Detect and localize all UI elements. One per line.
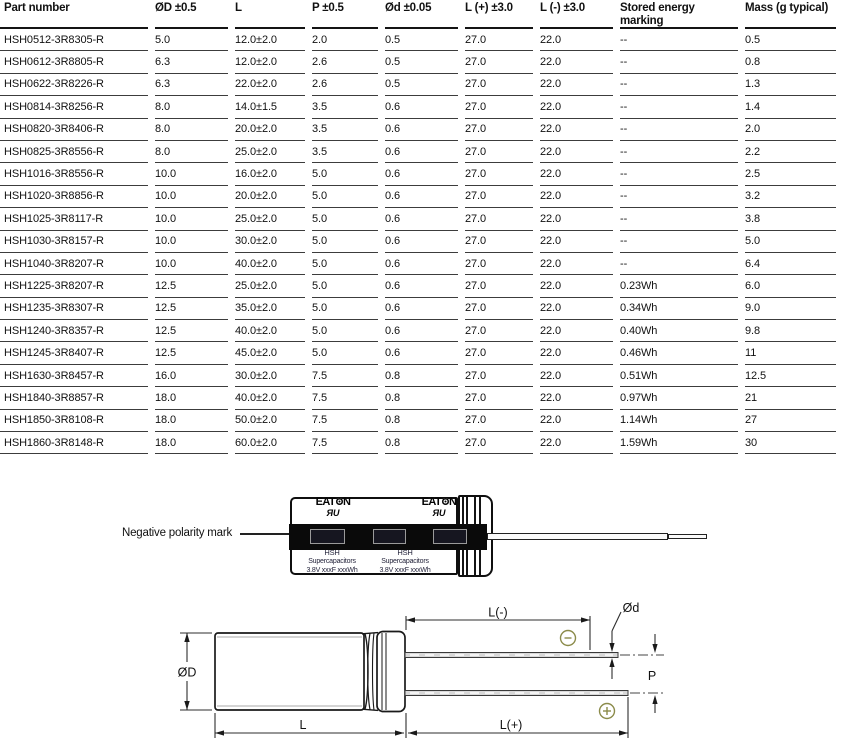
- table-cell: --: [620, 141, 738, 163]
- polarity-band-window: [373, 529, 406, 544]
- table-cell: 22.0: [540, 141, 613, 163]
- table-cell: 10.0: [155, 208, 228, 230]
- table-cell: 5.0: [312, 208, 378, 230]
- table-cell: 22.0: [540, 96, 613, 118]
- table-cell: 5.0: [312, 342, 378, 364]
- table-cell: 50.0±2.0: [235, 410, 305, 432]
- table-cell: 2.5: [745, 163, 836, 185]
- table-cell: 7.5: [312, 365, 378, 387]
- table-cell: 27.0: [465, 410, 533, 432]
- eaton-logo-text: N: [449, 496, 457, 508]
- table-cell: 40.0±2.0: [235, 320, 305, 342]
- table-cell: 5.0: [312, 163, 378, 185]
- table-row: [0, 342, 836, 364]
- table-row: [0, 141, 836, 163]
- label-series: HSH: [397, 548, 413, 557]
- table-cell: 7.5: [312, 410, 378, 432]
- drawing-negative-lead: [405, 653, 618, 658]
- table-cell: 22.0: [540, 231, 613, 253]
- table-cell: 1.3: [745, 74, 836, 96]
- minus-circle-icon: [561, 631, 576, 646]
- table-cell: 22.0: [540, 432, 613, 454]
- table-row: [0, 119, 836, 141]
- table-cell: 0.34Wh: [620, 298, 738, 320]
- column-header: L (-) ±3.0: [540, 0, 613, 29]
- table-cell: 27.0: [465, 163, 533, 185]
- table-cell: 6.3: [155, 74, 228, 96]
- column-header: L (+) ±3.0: [465, 0, 533, 29]
- capacitor-sleeve-label: [302, 548, 362, 575]
- table-cell: 0.6: [385, 320, 458, 342]
- table-cell: HSH1240-3R8357-R: [0, 320, 148, 342]
- table-cell: 0.40Wh: [620, 320, 738, 342]
- table-cell: 2.6: [312, 51, 378, 73]
- table-cell: 7.5: [312, 387, 378, 409]
- table-cell: 12.0±2.0: [235, 29, 305, 51]
- table-cell: 30.0±2.0: [235, 365, 305, 387]
- table-cell: 1.4: [745, 96, 836, 118]
- table-cell: 0.8: [745, 51, 836, 73]
- table-cell: 1.14Wh: [620, 410, 738, 432]
- table-cell: HSH0612-3R8805-R: [0, 51, 148, 73]
- table-cell: 22.0: [540, 119, 613, 141]
- table-cell: 2.0: [312, 29, 378, 51]
- table-cell: 6.3: [155, 51, 228, 73]
- bullseye-dot-icon: [442, 498, 449, 505]
- table-cell: 14.0±1.5: [235, 96, 305, 118]
- table-cell: --: [620, 29, 738, 51]
- table-cell: 0.8: [385, 365, 458, 387]
- table-cell: --: [620, 208, 738, 230]
- table-cell: 25.0±2.0: [235, 141, 305, 163]
- ul-recognized-component-icon: ЯU: [432, 508, 446, 518]
- table-cell: 18.0: [155, 387, 228, 409]
- table-cell: 22.0: [540, 298, 613, 320]
- table-row: [0, 298, 836, 320]
- table-cell: 22.0: [540, 410, 613, 432]
- label-series: HSH: [324, 548, 340, 557]
- lead-wire: [487, 533, 668, 540]
- table-cell: 22.0: [540, 342, 613, 364]
- table-row: [0, 186, 836, 208]
- table-row: [0, 320, 836, 342]
- table-cell: 22.0: [540, 74, 613, 96]
- table-cell: 10.0: [155, 253, 228, 275]
- table-row: [0, 387, 836, 409]
- table-cell: 0.5: [385, 74, 458, 96]
- table-cell: HSH1850-3R8108-R: [0, 410, 148, 432]
- table-cell: 0.51Wh: [620, 365, 738, 387]
- table-cell: 0.6: [385, 253, 458, 275]
- table-cell: HSH1020-3R8856-R: [0, 186, 148, 208]
- table-cell: 3.8: [745, 208, 836, 230]
- table-cell: 22.0: [540, 51, 613, 73]
- table-cell: 27.0: [465, 342, 533, 364]
- table-row: [0, 365, 836, 387]
- table-cell: 27.0: [465, 365, 533, 387]
- table-cell: 22.0: [540, 163, 613, 185]
- table-cell: 0.6: [385, 141, 458, 163]
- table-body: [0, 29, 836, 454]
- table-cell: 0.6: [385, 275, 458, 297]
- dim-label-negative-lead-length: L(-): [488, 605, 508, 620]
- table-cell: 30: [745, 432, 836, 454]
- table-cell: 30.0±2.0: [235, 231, 305, 253]
- table-cell: HSH0814-3R8256-R: [0, 96, 148, 118]
- table-cell: 3.2: [745, 186, 836, 208]
- dim-label-body-diameter: ØD: [177, 665, 197, 680]
- label-family: Supercapacitors: [308, 558, 356, 565]
- label-rating: 3.8V xxxF xxxWh: [379, 567, 431, 574]
- table-cell: 22.0±2.0: [235, 74, 305, 96]
- eaton-logo: [416, 496, 462, 518]
- table-cell: --: [620, 186, 738, 208]
- table-cell: 5.0: [312, 298, 378, 320]
- table-cell: 12.5: [745, 365, 836, 387]
- label-rating: 3.8V xxxF xxxWh: [306, 567, 358, 574]
- table-cell: HSH1016-3R8556-R: [0, 163, 148, 185]
- table-cell: 20.0±2.0: [235, 119, 305, 141]
- table-row: [0, 29, 836, 51]
- table-cell: --: [620, 96, 738, 118]
- table-cell: 0.97Wh: [620, 387, 738, 409]
- table-cell: 27.0: [465, 186, 533, 208]
- table-cell: --: [620, 119, 738, 141]
- table-cell: --: [620, 231, 738, 253]
- table-cell: 3.5: [312, 141, 378, 163]
- table-cell: HSH1040-3R8207-R: [0, 253, 148, 275]
- table-cell: 45.0±2.0: [235, 342, 305, 364]
- bullseye-dot-icon: [336, 498, 343, 505]
- table-row: [0, 51, 836, 73]
- callout-leader-line: [240, 533, 290, 535]
- dim-label-lead-diameter: Ød: [622, 601, 640, 615]
- table-cell: 22.0: [540, 365, 613, 387]
- table-cell: 0.6: [385, 96, 458, 118]
- table-cell: 10.0: [155, 186, 228, 208]
- table-cell: 27.0: [465, 29, 533, 51]
- label-family: Supercapacitors: [381, 558, 429, 565]
- table-cell: 5.0: [155, 29, 228, 51]
- polarity-band-window: [433, 529, 467, 544]
- table-cell: 60.0±2.0: [235, 432, 305, 454]
- column-header: Stored energy marking: [620, 0, 738, 29]
- table-cell: 0.6: [385, 119, 458, 141]
- table-cell: 9.8: [745, 320, 836, 342]
- table-cell: 3.5: [312, 119, 378, 141]
- table-cell: --: [620, 253, 738, 275]
- table-cell: 12.5: [155, 275, 228, 297]
- dim-label-positive-lead-length: L(+): [499, 718, 523, 732]
- table-cell: 3.5: [312, 96, 378, 118]
- negative-polarity-band: [289, 524, 487, 550]
- table-cell: 12.5: [155, 320, 228, 342]
- table-cell: 0.6: [385, 342, 458, 364]
- table-cell: 9.0: [745, 298, 836, 320]
- table-cell: 27.0: [465, 208, 533, 230]
- column-header: P ±0.5: [312, 0, 378, 29]
- table-row: [0, 96, 836, 118]
- table-cell: 10.0: [155, 231, 228, 253]
- dim-label-body-length: L: [299, 718, 307, 732]
- table-cell: HSH0820-3R8406-R: [0, 119, 148, 141]
- table-cell: 27.0: [465, 298, 533, 320]
- column-header: Part number: [0, 0, 148, 29]
- table-cell: HSH0512-3R8305-R: [0, 29, 148, 51]
- table-row: [0, 253, 836, 275]
- dimension-drawing: [0, 598, 843, 742]
- table-cell: 35.0±2.0: [235, 298, 305, 320]
- table-cell: HSH1245-3R8407-R: [0, 342, 148, 364]
- table-cell: 0.46Wh: [620, 342, 738, 364]
- table-cell: HSH1225-3R8207-R: [0, 275, 148, 297]
- drawing-capacitor-body: [215, 632, 405, 712]
- eaton-logo: [310, 496, 356, 518]
- table-cell: HSH1840-3R8857-R: [0, 387, 148, 409]
- table-cell: 21: [745, 387, 836, 409]
- table-cell: HSH1235-3R8307-R: [0, 298, 148, 320]
- table-cell: 0.6: [385, 163, 458, 185]
- table-cell: 6.4: [745, 253, 836, 275]
- capacitor-sleeve-label: [375, 548, 435, 575]
- table-cell: 5.0: [745, 231, 836, 253]
- table-cell: 22.0: [540, 253, 613, 275]
- table-cell: 0.6: [385, 231, 458, 253]
- table-cell: 11: [745, 342, 836, 364]
- table-cell: 0.8: [385, 410, 458, 432]
- table-cell: 2.2: [745, 141, 836, 163]
- capacitor-illustration: [0, 490, 843, 598]
- table-cell: 40.0±2.0: [235, 387, 305, 409]
- table-cell: 27.0: [465, 96, 533, 118]
- table-cell: 5.0: [312, 275, 378, 297]
- table-cell: 27.0: [465, 141, 533, 163]
- table-cell: 27.0: [465, 231, 533, 253]
- table-cell: 27: [745, 410, 836, 432]
- table-cell: 18.0: [155, 432, 228, 454]
- table-cell: 2.0: [745, 119, 836, 141]
- table-cell: --: [620, 51, 738, 73]
- table-cell: 18.0: [155, 410, 228, 432]
- table-cell: 2.6: [312, 74, 378, 96]
- table-cell: 20.0±2.0: [235, 186, 305, 208]
- eaton-logo-text: N: [343, 496, 351, 508]
- table-cell: 0.6: [385, 186, 458, 208]
- table-cell: 22.0: [540, 275, 613, 297]
- table-cell: 0.6: [385, 208, 458, 230]
- table-cell: 8.0: [155, 141, 228, 163]
- column-header: ØD ±0.5: [155, 0, 228, 29]
- table-cell: 40.0±2.0: [235, 253, 305, 275]
- table-cell: 0.5: [745, 29, 836, 51]
- table-cell: 22.0: [540, 320, 613, 342]
- eaton-logo-text: EAT: [421, 496, 442, 508]
- table-cell: 12.5: [155, 342, 228, 364]
- table-cell: 8.0: [155, 96, 228, 118]
- table-cell: 7.5: [312, 432, 378, 454]
- table-cell: HSH1630-3R8457-R: [0, 365, 148, 387]
- column-header: Ød ±0.05: [385, 0, 458, 29]
- drawing-positive-lead: [405, 691, 628, 696]
- table-cell: 22.0: [540, 208, 613, 230]
- plus-circle-icon: [600, 704, 615, 719]
- dim-label-lead-pitch: P: [647, 669, 657, 683]
- column-header: L: [235, 0, 305, 29]
- table-cell: 27.0: [465, 51, 533, 73]
- table-row: [0, 231, 836, 253]
- table-cell: HSH1030-3R8157-R: [0, 231, 148, 253]
- table-cell: --: [620, 74, 738, 96]
- table-cell: 16.0±2.0: [235, 163, 305, 185]
- table-cell: --: [620, 163, 738, 185]
- column-header: Mass (g typical): [745, 0, 836, 29]
- table-cell: 5.0: [312, 186, 378, 208]
- table-header-row: [0, 0, 836, 29]
- table-cell: 0.5: [385, 29, 458, 51]
- table-cell: 25.0±2.0: [235, 208, 305, 230]
- table-cell: 0.8: [385, 387, 458, 409]
- table-cell: 27.0: [465, 432, 533, 454]
- table-cell: 5.0: [312, 320, 378, 342]
- table-cell: 12.5: [155, 298, 228, 320]
- table-cell: 16.0: [155, 365, 228, 387]
- table-cell: 27.0: [465, 387, 533, 409]
- table-cell: HSH0825-3R8556-R: [0, 141, 148, 163]
- table-cell: 0.6: [385, 298, 458, 320]
- table-cell: 6.0: [745, 275, 836, 297]
- table-cell: HSH0622-3R8226-R: [0, 74, 148, 96]
- polarity-band-window: [310, 529, 345, 544]
- table-cell: 10.0: [155, 163, 228, 185]
- table-cell: 0.5: [385, 51, 458, 73]
- table-cell: 22.0: [540, 29, 613, 51]
- table-cell: 5.0: [312, 253, 378, 275]
- table-row: [0, 163, 836, 185]
- table-cell: 27.0: [465, 320, 533, 342]
- table-cell: 8.0: [155, 119, 228, 141]
- table-cell: 0.23Wh: [620, 275, 738, 297]
- table-cell: 27.0: [465, 253, 533, 275]
- eaton-logo-text: EAT: [315, 496, 336, 508]
- table-cell: 5.0: [312, 231, 378, 253]
- table-cell: 0.8: [385, 432, 458, 454]
- table-cell: 27.0: [465, 119, 533, 141]
- table-row: [0, 432, 836, 454]
- table-cell: HSH1025-3R8117-R: [0, 208, 148, 230]
- lead-wire-tip: [668, 534, 707, 539]
- table-cell: 25.0±2.0: [235, 275, 305, 297]
- table-cell: HSH1860-3R8148-R: [0, 432, 148, 454]
- table-cell: 27.0: [465, 74, 533, 96]
- table-row: [0, 275, 836, 297]
- table-cell: 27.0: [465, 275, 533, 297]
- table-cell: 12.0±2.0: [235, 51, 305, 73]
- table-cell: 22.0: [540, 387, 613, 409]
- table-row: [0, 74, 836, 96]
- negative-polarity-callout-label: Negative polarity mark: [122, 527, 233, 539]
- table-row: [0, 410, 836, 432]
- table-cell: 22.0: [540, 186, 613, 208]
- table-row: [0, 208, 836, 230]
- ul-recognized-component-icon: ЯU: [326, 508, 340, 518]
- table-cell: 1.59Wh: [620, 432, 738, 454]
